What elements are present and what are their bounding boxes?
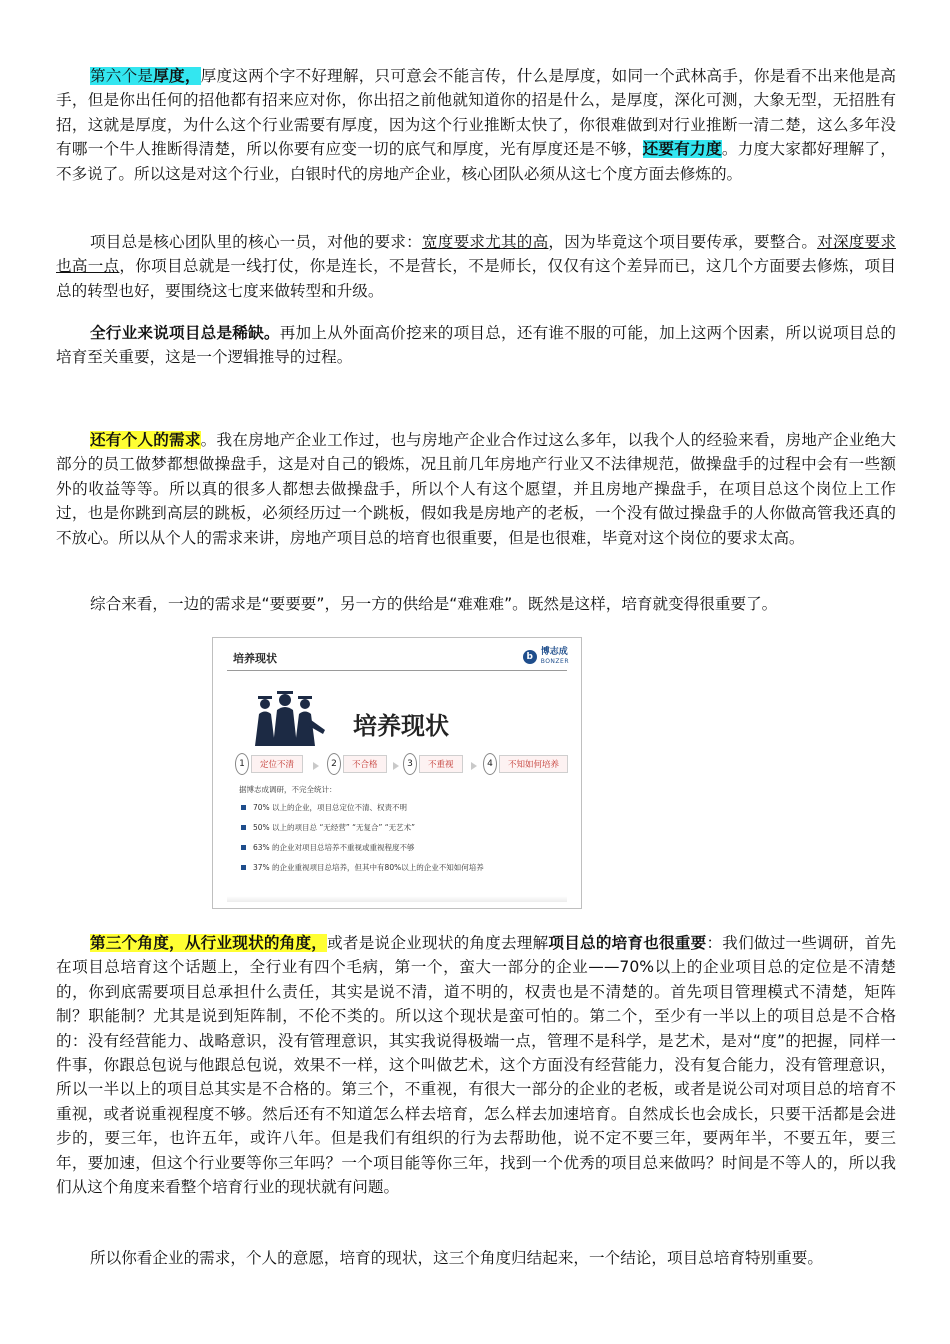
paragraph-text: 厚度这两个字不好理解，只可意会不能言传，什么是厚度，如同一个武林高手，你是看不出来他是高手，但是你出任何的招他都有招来应对你，你出招之前他就知道你的招是什么，是厚度，深化可测，大象无型，无招胜有招，这就是厚度，为什么这个行业需要有厚度，因为这个行业推断太快了，你很难做到对行业推断一清二楚，这么多年没有哪一个牛人推断得清楚，所以你要有应变一切的底气和厚度，光有厚度还是不够， [56,67,896,159]
bold-text: 项目总的培育也很重要 [548,934,707,952]
paragraph-text: ，因为毕竟这个项目要传承，要整合。 [548,233,818,251]
logo-cn: 博志成 [540,647,568,657]
survey-bullets [239,802,484,882]
steps-row [235,752,575,776]
step-number: 1 [235,753,249,775]
bonzer-logo [523,648,569,666]
paragraph-text: 所以你看企业的需求，个人的意愿，培育的现状，这三个角度归结起来，一个结论，项目总培育特别重要。 [90,1249,823,1267]
paragraph-text: ，你项目总就是一线打仗，你是连长，不是营长，不是师长，仅仅有这个差异而已，这几个方面要去修炼，项目总的转型也好，要围绕这七度来做转型和升级。 [56,257,896,300]
paragraph-text: 。力度大家都好理解了，不多说了。所以这是对这个行业，白银时代的房地产企业，核心团队必须从这七个度方面去修炼的。 [56,140,896,183]
highlight-third-angle: 第三个角度，从行业现状的角度， [90,934,328,952]
survey-intro: 据博志成调研，不完全统计： [239,785,337,794]
paragraph-conclusion [56,1246,896,1270]
step-2 [327,752,387,776]
list-item: 70% 以上的企业，项目总定位不清、权责不明 [239,802,484,822]
step-label: 不合格 [343,755,387,773]
underlined-text: 宽度要求尤其的高 [421,233,549,251]
bold-text: 全行业来说项目总是稀缺。 [90,324,280,342]
step-label: 定位不清 [251,755,303,773]
paragraph-thickness [56,64,896,186]
step-1 [235,752,303,776]
graduates-icon [251,690,331,746]
slide-headline: 培养现状 [353,711,449,740]
logo-en: BONZER [540,658,569,665]
slide-divider [227,670,567,671]
logo-mark-icon: b [523,650,537,664]
step-number: 3 [403,753,417,775]
list-item: 37% 的企业重视项目总培养，但其中有80%以上的企业不知如何培养 [239,862,484,882]
paragraph-text: 。我在房地产企业工作过，也与房地产企业合作过这么多年，以我个人的经验来看，房地产企业绝大部分的员工做梦都想做操盘手，这是对自己的锻炼，况且前几年房地产行业又不法律规范，做操盘手的过程中会有一些额外的收益等等。所以真的很多人都想去做操盘手，所以个人有这个愿望，并且房地产操盘手，在项目总这个岗位上工作过，也是你跳到高层的跳板，必须经历过一个跳板，假如我是房地产的老板，一个没有做过操盘手的人你做高管我还真的不放心。所以从个人的需求来讲，房地产项目总的培育也很重要，但是也很难，毕竟对这个岗位的要求太高。 [56,431,896,547]
paragraph-text: 项目总是核心团队里的核心一员，对他的要求： [90,233,422,251]
arrow-icon [393,762,399,770]
underlined-text: 对深度要求也高一点 [56,233,896,276]
slide-title: 培养现状 [233,652,277,665]
paragraph-industry-status [56,931,896,1199]
step-3 [403,752,463,776]
highlight-sixth [90,67,201,85]
paragraph-summary [56,592,896,616]
highlight-personal: 还有个人的需求 [90,431,201,449]
arrow-icon [313,762,319,770]
paragraph-text: 再加上从外面高价挖来的项目总，还有谁不服的可能，加上这两个因素，所以说项目总的培育至关重要，这是一个逻辑推导的过程。 [56,324,896,367]
step-number: 2 [327,753,341,775]
list-item: 50% 以上的项目总 “无经营” “无复合” “无艺术” [239,822,484,842]
arrow-icon [471,762,477,770]
highlight-strength: 还要有力度 [642,140,722,159]
paragraph-text: 或者是说企业现状的角度去理解 [327,934,549,952]
step-label: 不重视 [419,755,463,773]
step-label: 不知如何培养 [499,755,568,773]
paragraph-scarcity [56,321,896,370]
step-number: 4 [483,753,497,775]
paragraph-project-manager [56,230,896,303]
step-4 [483,752,568,776]
highlight-bold: 厚度， [153,67,201,85]
list-item: 63% 的企业对项目总培养不重视或重视程度不够 [239,842,484,862]
highlight-text: 第六个是 [90,67,154,85]
paragraph-text: ：我们做过一些调研，首先在项目总培育这个话题上，全行业有四个毛病，第一个，蛮大一部分的企业——70%以上的企业项目总的定位是不清楚的，你到底需要项目总承担什么责任，其实是说不清，道不明的，权责也是不清楚的。首先项目管理模式不清楚，矩阵制？职能制？尤其是说到矩阵制，不伦不类的。所以这个现状是蛮可怕的。第二个，至少有一半以上的项目总是不合格的：没有经营能力、战略意识，没有管理意识，其实我说得极端一点，管理不是科学，是艺术，是对“度”的把握，同样一件事，你跟总包说与他跟总包说，效果不一样，这个叫做艺术，这个方面没有经营能力，没有复合能力，没有管理意识，所以一半以上的项目总其实是不合格的。第三个，不重视，有很大一部分的企业的老板，或者是说公司对项目总的培育不重视，或者说重视程度不够。然后还有不知道怎么样去培育，怎么样去加速培育。自然成长也会成长，只要干活都是会进步的，要三年，也许五年，或许八年。但是我们有组织的行为去帮助他，说不定不要三年，要两年半，不要五年，要三年，要加速，但这个行业要等你三年吗？一个项目能等你三年，找到一个优秀的项目总来做吗？时间是不等人的，所以我们从这个角度来看整个培育行业的现状就有问题。 [56,934,896,1197]
slide-shadow [227,896,567,902]
slide-figure [212,637,582,909]
paragraph-text: 综合来看，一边的需求是“要要要”，另一方的供给是“难难难”。既然是这样，培育就变得很重要了。 [90,595,778,613]
paragraph-personal-need [56,428,896,550]
